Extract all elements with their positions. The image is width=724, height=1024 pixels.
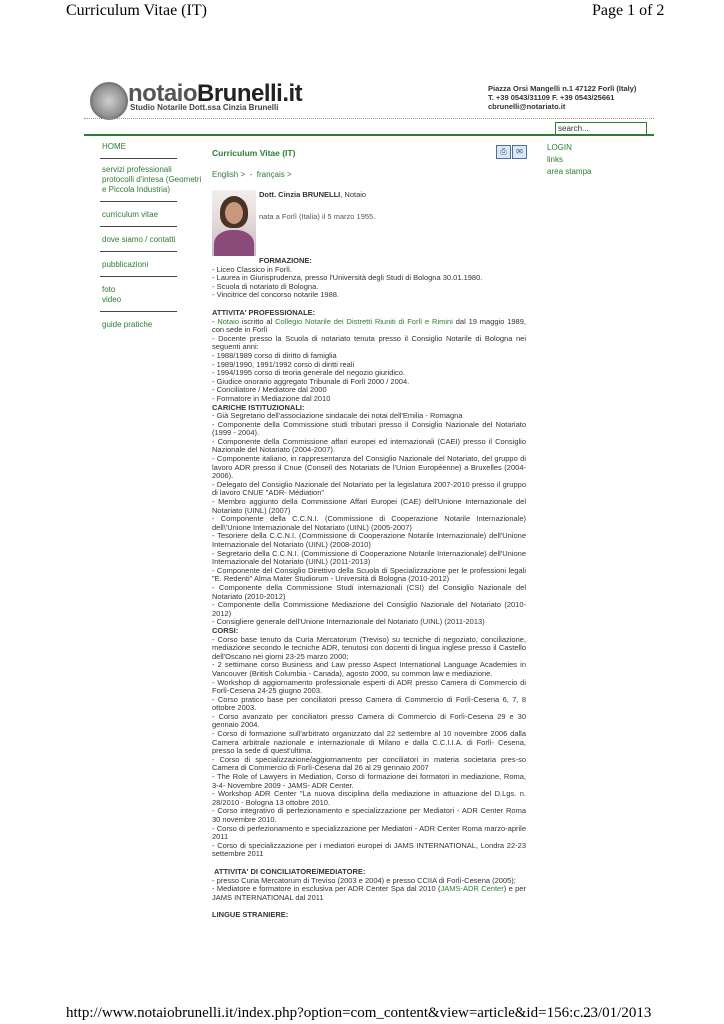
list-item: - Corso di specializzazione per i mediatori europei di JAMS INTERNATIONAL, Londra 22-23 settembre 2011 (212, 840, 526, 859)
list-item: - Conciliatore / Mediatore dal 2000 (212, 385, 327, 395)
notary-seal-icon (90, 82, 128, 120)
list-item: - Componente della C.C.N.I. (Commissione di Cooperazione Notarile Internazionale) dell\'Unione Internazionale del Notariato (UINL) (2005-2007) (212, 514, 526, 532)
nav-separator (100, 226, 177, 227)
list-item: - Componente della Commissione affari europei ed internazionali (CAEI) presso il Consiglio Nazionale del Notariato (2004-2007). (212, 436, 526, 455)
link-collegio-notarile[interactable]: Collegio Notarile dei Distretti Riuniti di Forlì e Rimini (275, 316, 453, 326)
right-navigation (547, 142, 591, 178)
list-item: - 2 settimane corso Business and Law presso Aspect International Language Academies in Vancouver (British Columbia - Canada), agosto 2000, su common law e mediazione. (212, 660, 526, 678)
nav-servizi-professionali[interactable]: servizi professionali (102, 165, 172, 174)
brand-name: notaioBrunelli.it (128, 80, 303, 107)
list-item: - Corso pratico base per conciliatori presso Camera di Commercio di Forlì-Cesena 6, 7, 8 ottobre 2003. (212, 694, 526, 713)
list-item: - Consigliere generale dell'Unione Internazionale del Notariato (UINL) (2011-2013) (212, 617, 485, 627)
profile-photo (212, 190, 256, 256)
nav-area-stampa[interactable]: area stampa (547, 167, 592, 176)
list-item: - Workshop ADR Center "La nuova disciplina della mediazione in attuazione del D.Lgs. n. 28/2010 - Bologna 13 ottobre 2010. (212, 789, 526, 807)
studio-name: Studio Notarile Dott.ssa Cinzia Brunelli (130, 103, 279, 112)
section-lingue-title: LINGUE STRANIERE: (212, 910, 289, 920)
contact-block (488, 84, 636, 111)
nav-dove-siamo[interactable]: dove siamo / contatti (102, 235, 176, 244)
nav-curriculum-vitae[interactable]: curriculum vitae (102, 210, 159, 219)
lang-francais[interactable]: français (256, 170, 285, 179)
nav-video[interactable]: video (102, 295, 122, 304)
contact-email[interactable]: cbrunelli@notariato.it (488, 102, 566, 111)
nav-separator (100, 276, 177, 277)
list-item: - Componente della Commissione studi tributari presso il Consiglio Nazionale del Notariato (1999 - 2004). (212, 419, 526, 438)
list-item: - Corso di formazione sull'arbitrato organizzato dal 22 settembre al 10 novembre 2006 dalla Camera arbitrale nazionale e internazionale di Milano e dalla C.C.I.I.A. di Forlì- Cesena, presso la sede di quest'ultima. (212, 729, 526, 756)
list-item: - 1989/1990, 1991/1992 corso di diritti reali (212, 359, 355, 369)
list-item: - Workshop di aggiornamento professionale esperti di ADR presso Camera di Commercio di Forlì-Cesena 24-25 giugno 2003. (212, 677, 526, 696)
list-item: - Vincitrice del concorso notarile 1988. (212, 290, 340, 300)
print-footer-date: 23/01/2013 (583, 1005, 652, 1021)
nav-separator (100, 311, 177, 312)
link-jams-adr-center[interactable]: JAMS-ADR Center (440, 884, 504, 894)
page-title: Curriculum Vitae (IT) (212, 148, 296, 158)
nav-separator (100, 201, 177, 202)
list-item: - Delegato del Consiglio Nazionale del Notariato per la legislatura 2007-2010 presso il gruppo di lavoro CNUE "ADR- Médiation" (212, 479, 526, 498)
cv-content (212, 257, 526, 920)
list-item: - Laurea in Giurisprudenza, presso l'Università degli Studi di Bologna 30.01.1980. (212, 273, 483, 283)
nav-divider (84, 134, 654, 136)
birth-info: nata a Forlì (Italia) il 5 marzo 1955. (259, 212, 376, 221)
list-item: - 1988/1989 corso di diritto di famiglia (212, 350, 337, 360)
list-item: - Corso avanzato per conciliatori presso Camera di Commercio di Forlì-Cesena 29 e 30 gennaio 2004. (212, 711, 526, 730)
email-icon[interactable]: ✉ (512, 145, 527, 159)
notary-name: Dott. Cinzia BRUNELLI, Notaio (259, 190, 367, 199)
list-item: - Corso base tenuto da Curia Mercatorum (Treviso) su tecniche di negoziato, conciliazione, mediazione secondo le tecniche ADR, tenutosi con docenti di lingua inglese presso il Castello dell'Oscano nei giorni 23-25 marzo 2000; (212, 634, 526, 661)
list-item: - Formatore in Mediazione dal 2010 (212, 393, 331, 403)
list-item: - Componente italiano, in rappresentanza del Consiglio Nazionale del Notariato, del gruppo di lavoro ADR presso il Cnue (Conseil des Notariats de l'Union Européenne) a Bruxelles (2004-2006). (212, 454, 526, 481)
list-item: - Membro aggiunto della Commissione Affari Europei (CAE) dell'Unione Internazionale del Notariato (UINL) (2007) (212, 497, 526, 515)
attivita-list (212, 335, 526, 404)
lang-english[interactable]: English (212, 170, 239, 179)
print-footer-url: http://www.notaiobrunelli.it/index.php?option=com_content&view=article&id=156:c... (66, 1005, 592, 1021)
list-item: - Liceo Classico in Forlì. (212, 264, 293, 274)
list-item: - Docente presso la Scuola di notariato tenuta presso il Consiglio Notarile di Bologna nei seguenti anni: (212, 333, 526, 352)
nav-home[interactable]: HOME (102, 142, 126, 151)
section-attivita-title: ATTIVITA' PROFESSIONALE: (212, 307, 316, 317)
nav-separator (100, 158, 177, 159)
site-logo[interactable] (90, 80, 303, 120)
list-item: - The Role of Lawyers in Mediation, Corso di formazione dei formatori in mediazione, Roma, 3-4- Novembre 2009 - JAMS- ADR Center. (212, 772, 526, 790)
nav-guide-pratiche[interactable]: guide pratiche (102, 320, 153, 329)
header-divider (84, 118, 654, 119)
link-notaio[interactable]: Notaio (217, 316, 240, 326)
list-item: - Giudice onorario aggregato Tribunale di Forlì 2000 / 2004. (212, 376, 410, 386)
print-icon[interactable]: ⎙ (496, 145, 511, 159)
list-item: - Corso integrativo di perfezionamento e specializzazione per Mediatori - ADR Center Roma 30 novembre 2010. (212, 806, 526, 824)
conciliatore-last: - Mediatore e formatore in esclusiva per ADR Center Spa dal 2010 (JAMS-ADR Center) e per JAMS INTERNATIONAL dal 2011 (212, 884, 526, 902)
list-item: - Corso di specializzazione/aggiornamento per conciliatori in materia societaria pres-so Camera di Commercio di Forlì-Cesena dal 26 al 29 gennaio 2007 (212, 754, 526, 773)
nav-login[interactable]: LOGIN (547, 143, 572, 152)
nav-pubblicazioni[interactable]: pubblicazioni (102, 260, 149, 269)
print-header-page: Page 1 of 2 (592, 2, 665, 19)
attivita-first-line: - Notaio iscritto al Collegio Notarile dei Distretti Riuniti di Forlì e Rimini dal 19 maggio 1989, con sede in Forlì (212, 316, 526, 335)
left-navigation (102, 142, 202, 330)
list-item: - Componente della Commissione Studi internazionali (CSI) del Consiglio Nazionale del Notariato (2010-2012) (212, 582, 526, 601)
list-item: - Scuola di notariato di Bologna. (212, 281, 319, 291)
list-item: - 1994/1995 corso di teoria generale del negozio giuridico. (212, 368, 406, 378)
section-conciliatore-title: ATTIVITA' DI CONCILIATORE/MEDIATORE: (214, 866, 366, 876)
language-switcher: English > - français > (212, 170, 292, 179)
nav-foto[interactable]: foto (102, 285, 116, 294)
section-corsi-title: CORSI: (212, 625, 239, 635)
list-item: - Segretario della C.C.N.I. (Commissione di Cooperazione Notarile Internazionale) dell'Unione Internazionale del Notariato (UINL) (2011-2013) (212, 548, 526, 567)
section-formazione-title: FORMAZIONE: (259, 256, 312, 265)
corsi-list (212, 636, 526, 859)
formazione-list (212, 266, 526, 300)
nav-separator (100, 251, 177, 252)
list-item: - Componente del Consiglio Direttivo della Scuola di Specializzazione per le professioni legali "E. Redenti" Alma Mater Studiorum - Università di Bologna (2010-2012) (212, 565, 526, 584)
contact-address: Piazza Orsi Mangelli n.1 47122 Forlì (Italy) (488, 84, 637, 93)
list-item: - Tesoriere della C.C.N.I. (Commissione di Cooperazione Notarile Internazionale) dell'Unione Internazionale del Notariato (UINL) (2008-2010) (212, 531, 526, 549)
list-item: - Corso di perfezionamento e specializzazione per Mediatori - ADR Center Roma marzo-aprile 2011 (212, 823, 526, 842)
section-cariche-title: CARICHE ISTITUZIONALI: (212, 402, 305, 412)
list-item: - Componente della Commissione Mediazione del Consiglio Nazionale del Notariato (2010-2012) (212, 600, 526, 618)
print-header-title: Curriculum Vitae (IT) (66, 2, 207, 19)
nav-links[interactable]: links (547, 155, 564, 164)
search-input[interactable]: search... (555, 122, 647, 135)
nav-protocolli-intesa[interactable]: protocolli d'intesa (Geometri e Piccola Industria) (102, 175, 202, 194)
list-item: - Già Segretario dell'associazione sindacale dei notai dell'Emilia - Romagna (212, 411, 463, 421)
list-item: - presso Curia Mercatorum di Treviso (2003 e 2004) e presso CCIIA di Forlì-Cesena (2005); (212, 875, 516, 885)
contact-phone: T. +39 0543/31109 F. +39 0543/25661 (488, 93, 615, 102)
cariche-list (212, 412, 526, 627)
